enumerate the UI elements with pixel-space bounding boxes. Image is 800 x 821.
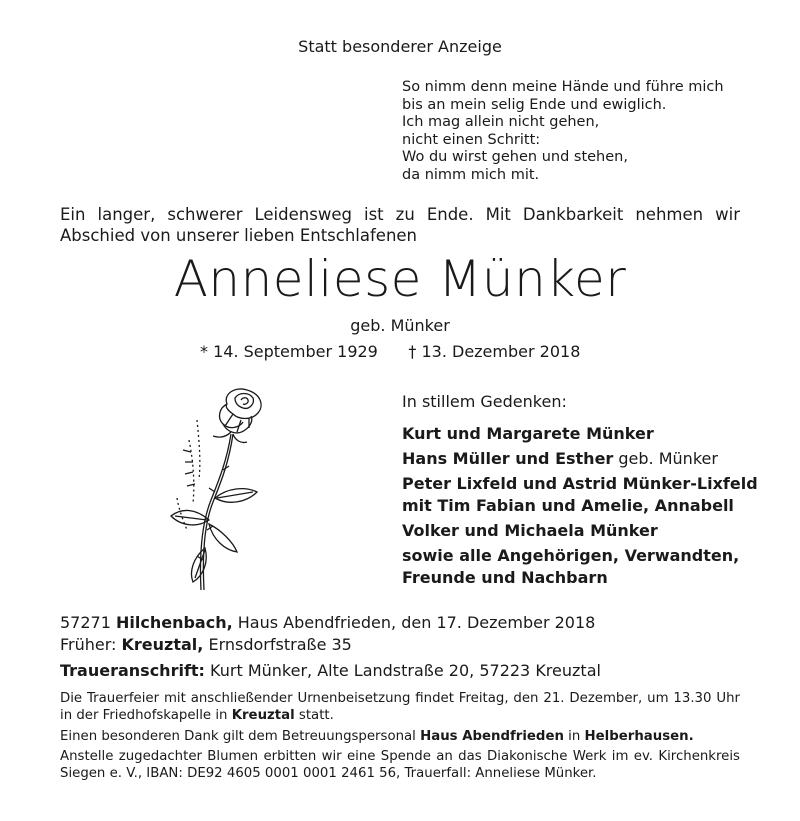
mourners-intro: In stillem Gedenken: [402, 392, 567, 411]
poem-line: bis an mein selig Ende und ewiglich. [402, 96, 667, 113]
thanks-note [60, 728, 740, 745]
birth-date: * 14. September 1929 [200, 342, 378, 361]
thanks-in: in [563, 729, 585, 744]
rose-icon [165, 380, 275, 595]
zip: 57271 [60, 613, 116, 632]
former-label: Früher: [60, 635, 122, 654]
mourning-label: Traueranschrift: [60, 661, 205, 680]
mourner-entry: mit Tim Fabian und Amelie, Annabell [402, 496, 734, 515]
header-line: Statt besonderer Anzeige [298, 37, 502, 56]
mourner-entry: Kurt und Margarete Münker [402, 424, 654, 443]
mourner-entry: Freunde und Nachbarn [402, 568, 608, 587]
thanks-city: Helberhausen. [584, 729, 694, 744]
funeral-end: statt. [294, 708, 334, 723]
poem [402, 79, 724, 184]
donation-note: Anstelle zugedachter Blumen erbitten wir eine Spende an das Diakonische Werk im ev. Kirchenkreis Siegen e. V., IBAN: DE92 4605 0001 0001 2461 56, Trauerfall: Anneliese Münker. [60, 749, 740, 781]
poem-line: da nimm mich mit. [402, 166, 540, 183]
city: Hilchenbach, [115, 613, 233, 632]
mourner-entry: Volker und Michaela Münker [402, 521, 658, 540]
deceased-name: Anneliese Münker [173, 250, 627, 308]
place-date-line [60, 612, 601, 634]
funeral-city: Kreuztal [231, 708, 295, 723]
mourner-name: Hans Müller und Esther [402, 449, 614, 468]
funeral-text: Die Trauerfeier mit anschließender Urnenbeisetzung findet Freitag, den 21. Dezember, um 13.30 Uhr in der Friedhofskapelle in [60, 691, 740, 723]
former-address-line [60, 634, 601, 656]
life-dates [200, 342, 580, 361]
thanks-place: Haus Abendfrieden [420, 729, 564, 744]
former-city: Kreuztal, [121, 635, 204, 654]
mourning-address-line [60, 660, 601, 682]
mourner-entry: Peter Lixfeld und Astrid Münker-Lixfeld [402, 474, 758, 493]
address-block [60, 612, 601, 682]
mourner-entry [402, 448, 758, 470]
former-street: Ernsdorfstraße 35 [203, 635, 352, 654]
mourner-birthname: geb. Münker [613, 449, 718, 468]
place-date: Haus Abendfrieden, den 17. Dezember 2018 [232, 613, 596, 632]
mourners-block [402, 392, 758, 589]
mourner-entry: sowie alle Angehörigen, Verwandten, [402, 546, 740, 565]
born-name: geb. Münker [350, 316, 450, 335]
poem-line: nicht einen Schritt: [402, 131, 541, 148]
poem-line: Wo du wirst gehen und stehen, [402, 149, 628, 165]
poem-line: So nimm denn meine Hände und führe mich [402, 79, 724, 95]
thanks-text: Einen besonderen Dank gilt dem Betreuungspersonal [60, 729, 421, 744]
death-date: † 13. Dezember 2018 [408, 342, 581, 361]
funeral-note [60, 690, 740, 724]
poem-line: Ich mag allein nicht gehen, [402, 114, 600, 130]
mourning-address: Kurt Münker, Alte Landstraße 20, 57223 Kreuztal [204, 661, 601, 680]
intro-text: Ein langer, schwerer Leidensweg ist zu Ende. Mit Dankbarkeit nehmen wir Abschied von unserer lieben Entschlafenen [60, 205, 740, 245]
